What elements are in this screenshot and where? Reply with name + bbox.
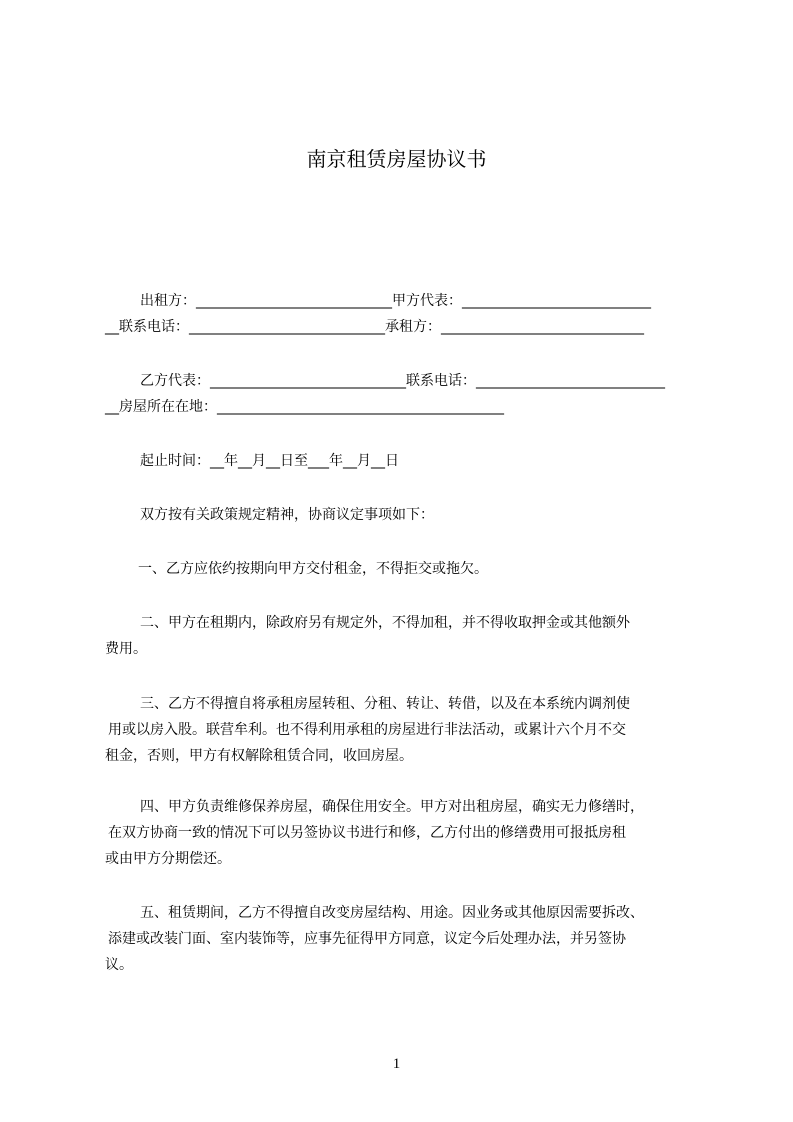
page-number: 1 <box>392 1056 401 1072</box>
clause-3-line: 三、乙方不得擅自将承租房屋转租、分租、转让、转借，以及在本系统内调剂使 <box>140 696 630 712</box>
clause-5-line: 添建或改装门面、室内装饰等，应事先征得甲方同意，议定今后处理办法，并另签协 <box>108 931 626 947</box>
clause-3-line: 租金，否则，甲方有权解除租赁合同，收回房屋。 <box>105 748 413 764</box>
clause-4-line: 或由甲方分期偿还。 <box>105 851 231 867</box>
field-line-term: 起止时间：__年__月__日至___年__月__日 <box>140 453 399 469</box>
intro-text: 双方按有关政策规定精神，协商议定事项如下： <box>140 507 434 523</box>
clause-5-line: 五、租赁期间，乙方不得擅自改变房屋结构、用途。因业务或其他原因需要拆改、 <box>140 905 644 921</box>
clause-4-line: 在双方协商一致的情况下可以另签协议书进行和修，乙方付出的修缮费用可报抵房租 <box>108 825 626 841</box>
document-title: 南京租赁房屋协议书 <box>306 147 487 171</box>
clause-1: 一、乙方应依约按期向甲方交付租金，不得拒交或拖欠。 <box>138 561 488 577</box>
clause-5-line: 议。 <box>105 957 133 973</box>
field-line-phone-lessee: __联系电话：____________________________承租方：_____________________________ <box>105 319 644 335</box>
clause-2-line: 费用。 <box>105 641 147 657</box>
field-line-lessor: 出租方：____________________________甲方代表：___________________________ <box>140 293 651 309</box>
clause-3-line: 用或以房入股。联营牟利。也不得利用承租的房屋进行非法活动，或累计六个月不交 <box>108 722 626 738</box>
clause-4-line: 四、甲方负责维修保养房屋，确保住用安全。甲方对出租房屋，确实无力修缮时， <box>140 799 644 815</box>
clause-2-line: 二、甲方在租期内，除政府另有规定外，不得加租，并不得收取押金或其他额外 <box>140 615 630 631</box>
field-line-party-b-rep: 乙方代表：____________________________联系电话：___________________________ <box>140 373 665 389</box>
field-line-address: __房屋所在在地：_________________________________________ <box>105 399 504 415</box>
